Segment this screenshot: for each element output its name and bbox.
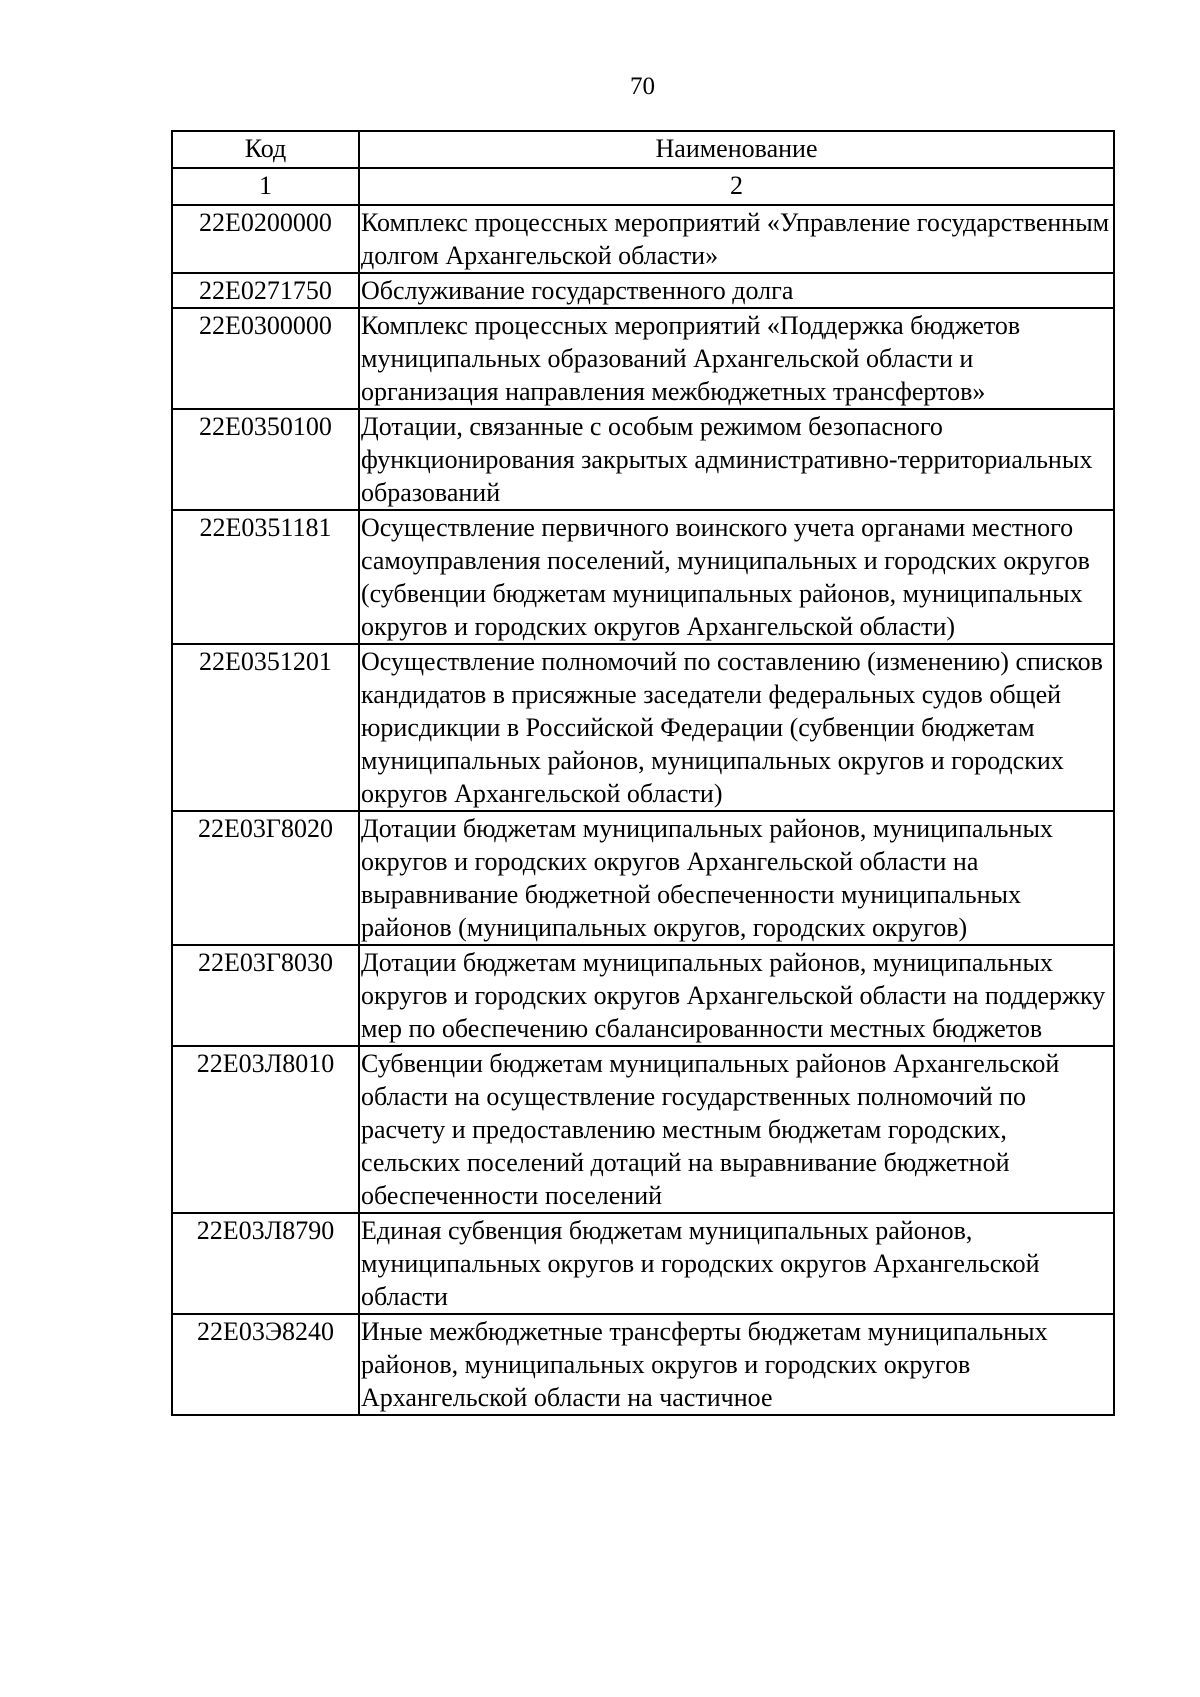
column-number-2: 2 [359,168,1114,205]
row-name: Осуществление полномочий по составлению (изменению) списков кандидатов в присяжные заседатели федеральных судов общей юрисдикции в Российской Федерации (субвенции бюджетам муниципальных районов, муниципальных округов и городских округов Архангельской области) [359,644,1114,811]
row-code: 22Е0271750 [172,273,359,308]
row-name: Комплекс процессных мероприятий «Управление государственным долгом Архангельской области» [359,205,1114,273]
row-name: Осуществление первичного воинского учета органами местного самоуправления поселений, муниципальных и городских округов (субвенции бюджетам муниципальных районов, муниципальных округов и городских округов Архангельской области) [359,510,1114,644]
table-row [172,308,1114,409]
row-code: 22Е0200000 [172,205,359,273]
table-header [172,131,1114,205]
row-name: Иные межбюджетные трансферты бюджетам муниципальных районов, муниципальных округов и городских округов Архангельской области на частичное [359,1314,1114,1415]
table-row [172,644,1114,811]
row-code: 22Е03Г8020 [172,811,359,945]
row-code: 22Е0300000 [172,308,359,409]
row-code: 22Е03Г8030 [172,945,359,1046]
header-name: Наименование [359,131,1114,168]
row-code: 22Е03Э8240 [172,1314,359,1415]
table-row [172,945,1114,1046]
table-row [172,1314,1114,1415]
row-name: Комплекс процессных мероприятий «Поддержка бюджетов муниципальных образований Архангельской области и организация направления межбюджетных трансфертов» [359,308,1114,409]
table-row [172,811,1114,945]
row-name: Обслуживание государственного долга [359,273,1114,308]
row-name: Дотации, связанные с особым режимом безопасного функционирования закрытых административно-территориальных образований [359,409,1114,510]
table-row [172,1213,1114,1314]
row-code: 22Е03Л8010 [172,1046,359,1213]
header-row [172,131,1114,168]
row-code: 22Е0350100 [172,409,359,510]
row-code: 22Е0351201 [172,644,359,811]
row-name: Субвенции бюджетам муниципальных районов Архангельской области на осуществление государственных полномочий по расчету и предоставлению местным бюджетам городских, сельских поселений дотаций на выравнивание бюджетной обеспеченности поселений [359,1046,1114,1213]
table-row [172,409,1114,510]
row-code: 22Е03Л8790 [172,1213,359,1314]
row-name: Единая субвенция бюджетам муниципальных районов, муниципальных округов и городских округов Архангельской области [359,1213,1114,1314]
header-code: Код [172,131,359,168]
column-number-1: 1 [172,168,359,205]
table-row [172,205,1114,273]
budget-codes-table [171,130,1115,1416]
column-number-row [172,168,1114,205]
table-row [172,510,1114,644]
table-row [172,1046,1114,1213]
page-number: 70 [630,73,655,100]
row-code: 22Е0351181 [172,510,359,644]
row-name: Дотации бюджетам муниципальных районов, муниципальных округов и городских округов Архангельской области на выравнивание бюджетной обеспеченности муниципальных районов (муниципальных округов, городских округов) [359,811,1114,945]
table-body [172,205,1114,1415]
row-name: Дотации бюджетам муниципальных районов, муниципальных округов и городских округов Архангельской области на поддержку мер по обеспечению сбалансированности местных бюджетов [359,945,1114,1046]
table-row [172,273,1114,308]
